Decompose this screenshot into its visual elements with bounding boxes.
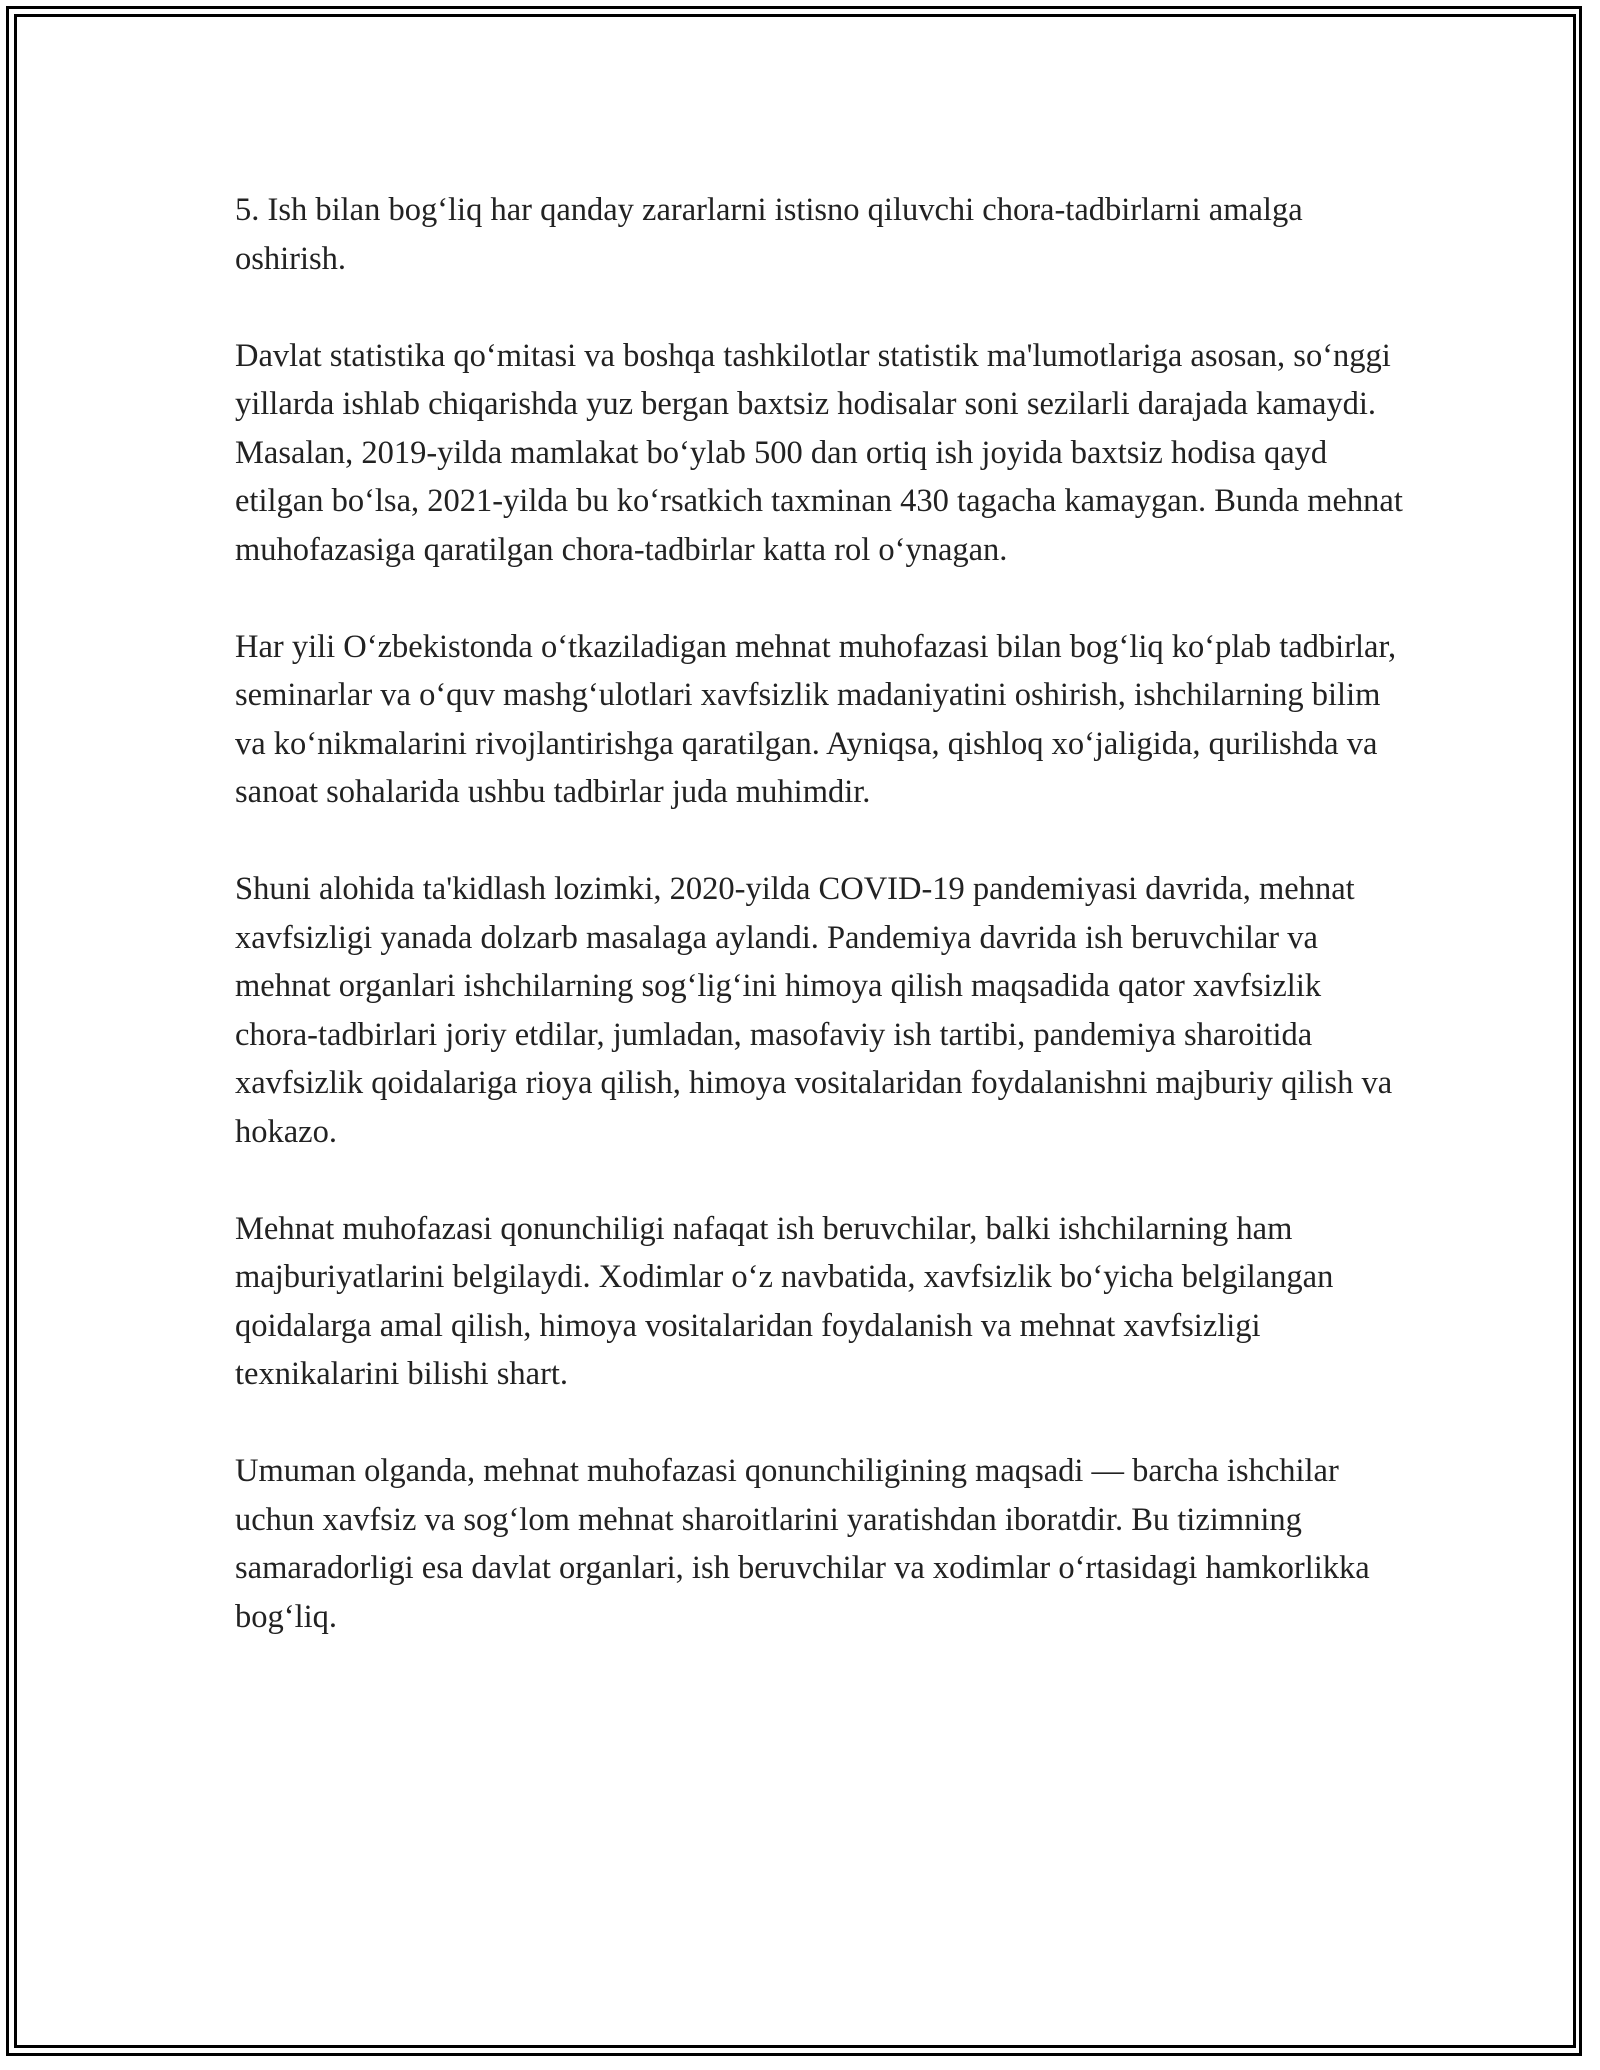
- document-body: [235, 186, 1405, 1641]
- paragraph-covid: Shuni alohida ta'kidlash lozimki, 2020-yilda COVID-19 pandemiyasi davrida, mehnat xavfsizligi yanada dolzarb masalaga aylandi. Pandemiya davrida ish beruvchilar va mehnat organlari ishchilarning sog‘lig‘ini himoya qilish maqsadida qator xavfsizlik chora-tadbirlari joriy etdilar, jumladan, masofaviy ish tartibi, pandemiya sharoitida xavfsizlik qoidalariga rioya qilish, himoya vositalaridan foydalanishni majburiy qilish va hokazo.: [235, 871, 1393, 1150]
- paragraph-conclusion: Umuman olganda, mehnat muhofazasi qonunchiligining maqsadi — barcha ishchilar uchun xavfsiz va sog‘lom mehnat sharoitlarini yaratishdan iboratdir. Bu tizimning samaradorligi esa davlat organlari, ish beruvchilar va xodimlar o‘rtasidagi hamkorlikka bog‘liq.: [235, 1453, 1370, 1635]
- paragraph-events: Har yili O‘zbekistonda o‘tkaziladigan mehnat muhofazasi bilan bog‘liq ko‘plab tadbirlar, seminarlar va o‘quv mashg‘ulotlari xavfsizlik madaniyatini oshirish, ishchilarning bilim va ko‘nikmalarini rivojlantirishga qaratilgan. Ayniqsa, qishloq xo‘jaligida, qurilishda va sanoat sohalarida ushbu tadbirlar juda muhimdir.: [235, 628, 1397, 810]
- paragraph-item-5: 5. Ish bilan bog‘liq har qanday zararlarni istisno qiluvchi chora-tadbirlarni amalga oshirish.: [235, 192, 1303, 277]
- paragraph-obligations: Mehnat muhofazasi qonunchiligi nafaqat ish beruvchilar, balki ishchilarning ham majburiyatlarini belgilaydi. Xodimlar o‘z navbatida, xavfsizlik bo‘yicha belgilangan qoidalarga amal qilish, himoya vositalaridan foydalanish va mehnat xavfsizligi texnikalarini bilishi shart.: [235, 1210, 1334, 1392]
- paragraph-statistics: Davlat statistika qo‘mitasi va boshqa tashkilotlar statistik ma'lumotlariga asosan, so‘nggi yillarda ishlab chiqarishda yuz bergan baxtsiz hodisalar soni sezilarli darajada kamaydi. Masalan, 2019-yilda mamlakat bo‘ylab 500 dan ortiq ish joyida baxtsiz hodisa qayd etilgan bo‘lsa, 2021-yilda bu ko‘rsatkich taxminan 430 tagacha kamaygan. Bunda mehnat muhofazasiga qaratilgan chora-tadbirlar katta rol o‘ynagan.: [235, 337, 1403, 568]
